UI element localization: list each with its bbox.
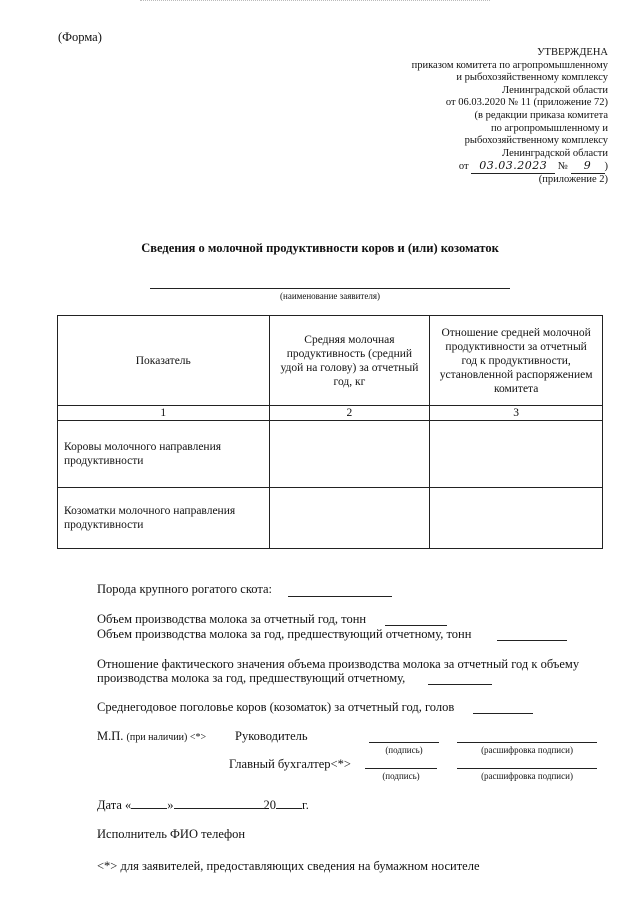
ratio-label-line2: производства молока за год, предшествующий отчетному, — [97, 671, 406, 685]
accountant-decoding-caption: (расшифровка подписи) — [481, 771, 573, 781]
approval-block — [288, 47, 608, 187]
accountant-signature-line[interactable] — [365, 768, 437, 769]
approval-line: Ленинградской области — [502, 147, 608, 159]
avg-herd-input-line[interactable] — [473, 713, 533, 714]
head-signature-caption: (подпись) — [385, 745, 423, 755]
accountant-decoding-line[interactable] — [457, 768, 597, 769]
row-label-goats: Козоматки молочного направления продуктивности — [58, 488, 270, 549]
accountant-signature-caption: (подпись) — [382, 771, 420, 781]
stamp-label: М.П. (при наличии) <*> — [97, 729, 207, 743]
approval-line: рыбохозяйственному комплексу — [464, 135, 608, 147]
column-number: 3 — [430, 406, 603, 421]
ratio-input-line[interactable] — [428, 684, 492, 685]
approval-title: УТВЕРЖДЕНА — [537, 47, 608, 58]
volume-previous-label: Объем производства молока за год, предшествующий отчетному, тонн — [97, 627, 472, 641]
volume-reporting-input-line[interactable] — [385, 625, 447, 626]
table-row — [58, 488, 603, 549]
date-line: Дата « » 20 г. — [97, 798, 309, 812]
applicant-name-line[interactable] — [150, 288, 510, 289]
cell-goats-ratio[interactable] — [430, 488, 603, 549]
approval-date-line: от 03.03.2023 № 9 ) — [458, 159, 608, 173]
head-signature-line[interactable] — [369, 742, 439, 743]
applicant-caption: (наименование заявителя) — [280, 291, 380, 301]
header-avg-yield: Средняя молочная продуктивность (средний удой на голову) за отчетный год, кг — [269, 316, 430, 406]
head-decoding-caption: (расшифровка подписи) — [481, 745, 573, 755]
date-month-field[interactable] — [174, 808, 264, 809]
approval-line: по агропромышленному и — [491, 122, 608, 134]
row-label-cows: Коровы молочного направления продуктивности — [58, 421, 270, 488]
accountant-label: Главный бухгалтер<*> — [229, 757, 351, 771]
cell-goats-avg-yield[interactable] — [269, 488, 430, 549]
approval-line: приказом комитета по агропромышленному — [411, 59, 608, 71]
date-day-field[interactable] — [131, 808, 167, 809]
header-indicator: Показатель — [58, 316, 270, 406]
document-title: Сведения о молочной продуктивности коров и (или) козоматок — [141, 241, 499, 255]
table-header-row — [58, 316, 603, 406]
head-label: Руководитель — [235, 729, 308, 743]
form-label: (Форма) — [58, 30, 102, 44]
date-year-field[interactable] — [276, 808, 302, 809]
volume-reporting-label: Объем производства молока за отчетный год, тонн — [97, 612, 367, 626]
cell-cows-avg-yield[interactable] — [269, 421, 430, 488]
approval-line: Ленинградской области — [502, 84, 608, 96]
scan-top-edge — [140, 0, 490, 1]
volume-previous-input-line[interactable] — [497, 640, 567, 641]
column-number: 1 — [58, 406, 270, 421]
approval-number-handwritten: 9 — [571, 160, 605, 174]
head-decoding-line[interactable] — [457, 742, 597, 743]
approval-line: и рыбохозяйственному комплексу — [456, 72, 608, 84]
approval-date-handwritten: 03.03.2023 — [471, 160, 555, 174]
cell-cows-ratio[interactable] — [430, 421, 603, 488]
table-row — [58, 421, 603, 488]
approval-line: (в редакции приказа комитета — [474, 109, 608, 121]
avg-herd-label: Среднегодовое поголовье коров (козоматок) за отчетный год, голов — [97, 700, 455, 714]
executor-label: Исполнитель ФИО телефон — [97, 827, 246, 841]
breed-label: Порода крупного рогатого скота: — [97, 582, 272, 596]
column-number-row — [58, 406, 603, 421]
ratio-label-line1: Отношение фактического значения объема производства молока за отчетный год к объему — [97, 657, 580, 671]
header-ratio: Отношение средней молочной продуктивности за отчетный год к продуктивности, установленной распоряжением комитета — [430, 316, 603, 406]
productivity-table — [57, 315, 603, 549]
approval-attachment: (приложение 2) — [538, 173, 608, 185]
footnote: <*> для заявителей, предоставляющих сведения на бумажном носителе — [97, 859, 480, 873]
breed-input-line[interactable] — [288, 596, 392, 597]
approval-line: от 06.03.2020 № 11 (приложение 72) — [445, 97, 608, 109]
column-number: 2 — [269, 406, 430, 421]
